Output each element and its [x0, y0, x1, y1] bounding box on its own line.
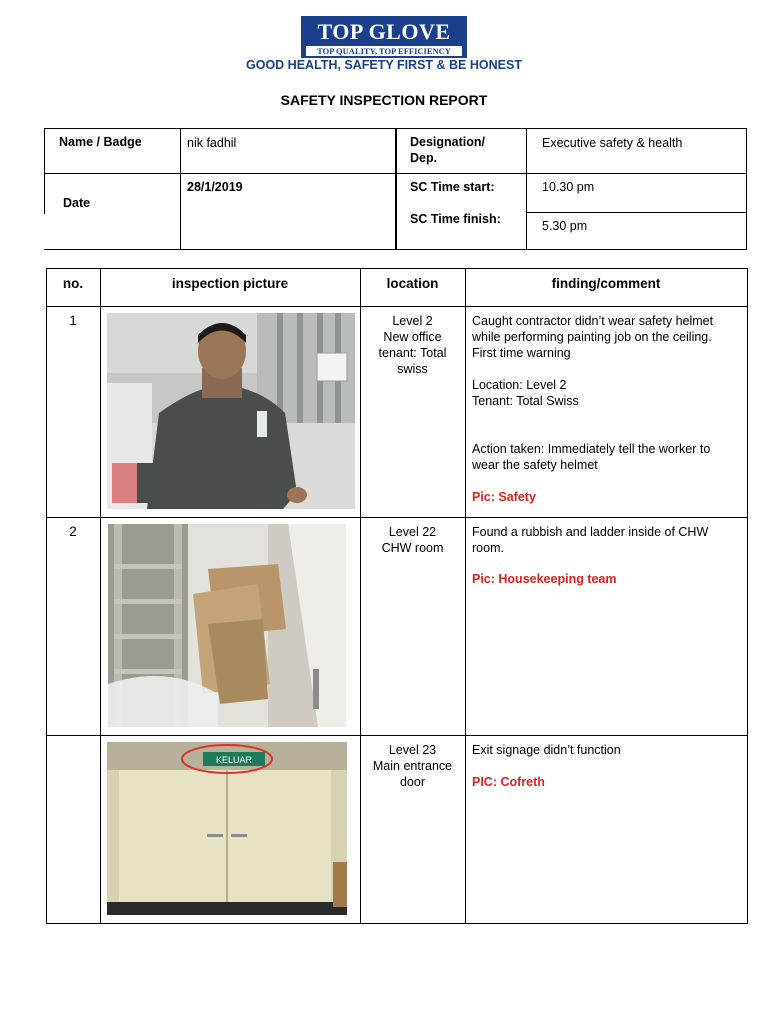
pic-label: Pic: Safety [472, 490, 536, 504]
sc-start-value: 10.30 pm [542, 180, 595, 194]
finding-line [472, 361, 744, 377]
designation-label: Designation/ [410, 135, 486, 149]
finding-line: Location: Level 2 [472, 378, 567, 392]
info-border [44, 128, 45, 214]
finding-cell [472, 742, 744, 790]
info-border [526, 128, 527, 250]
finding-line [472, 409, 744, 425]
location-line: CHW room [381, 541, 444, 555]
location-cell [360, 313, 465, 377]
sc-finish-value: 5.30 pm [542, 219, 588, 233]
pic-label: PIC: Cofreth [472, 775, 545, 789]
logo-text: TOP GLOVE [317, 18, 451, 44]
location-line: New office [383, 330, 442, 344]
finding-line: Exit signage didn’t function [472, 743, 621, 757]
finding-line: wear the safety helmet [472, 458, 598, 472]
location-cell [360, 742, 465, 790]
location-line: swiss [397, 362, 428, 376]
location-line: door [399, 775, 426, 789]
location-line: Level 22 [388, 525, 437, 539]
row-number: 2 [69, 524, 77, 539]
finding-line: room. [472, 541, 504, 555]
finding-cell [472, 524, 744, 587]
finding-line: Action taken: Immediately tell the worker to [472, 442, 711, 456]
location-cell [360, 524, 465, 556]
table-border [46, 735, 748, 736]
finding-line: First time warning [472, 346, 571, 360]
designation-label-line2: Dep. [410, 151, 438, 165]
table-border [46, 306, 748, 307]
location-line: tenant: Total [378, 346, 447, 360]
location-line: Main entrance [372, 759, 453, 773]
row-number: 1 [69, 313, 77, 328]
logo-tagline: TOP QUALITY, TOP EFFICIENCY [306, 46, 462, 56]
designation-value: Executive safety & health [542, 136, 683, 150]
name-label: Name / Badge [59, 135, 142, 149]
inspection-photo-exit-door [107, 742, 347, 915]
table-border [46, 268, 748, 269]
info-border [526, 212, 747, 213]
table-border [46, 923, 748, 924]
table-border [747, 268, 748, 924]
location-line: Level 23 [388, 743, 437, 757]
date-value: 28/1/2019 [187, 180, 243, 194]
company-motto: GOOD HEALTH, SAFETY FIRST & BE HONEST [246, 58, 522, 72]
inspection-photo-chw-room [108, 524, 346, 727]
finding-line [472, 425, 744, 441]
table-border [465, 268, 466, 924]
finding-line: Caught contractor didn’t wear safety helmet [472, 314, 714, 328]
finding-line: Found a rubbish and ladder inside of CHW [472, 525, 709, 539]
exit-sign-text: KELUAR [215, 755, 253, 765]
header-finding: finding/comment [551, 276, 661, 291]
inspection-photo-worker [107, 313, 355, 509]
date-label: Date [63, 196, 91, 210]
table-border [46, 517, 748, 518]
pic-label: Pic: Housekeeping team [472, 572, 617, 586]
info-border [180, 128, 181, 250]
header-picture: inspection picture [171, 276, 289, 291]
sc-start-label: SC Time start: [410, 180, 495, 194]
table-border [100, 268, 101, 924]
finding-line: Tenant: Total Swiss [472, 394, 579, 408]
header-location: location [386, 276, 439, 291]
info-border [395, 128, 397, 250]
finding-line: while performing painting job on the ceiling. [472, 330, 712, 344]
report-title: SAFETY INSPECTION REPORT [280, 92, 488, 108]
header-no: no. [62, 276, 84, 291]
name-value: nik fadhil [187, 136, 237, 150]
location-line: Level 2 [392, 314, 433, 328]
sc-finish-label: SC Time finish: [410, 212, 501, 226]
company-logo [301, 16, 467, 58]
info-border [746, 128, 747, 250]
table-border [46, 268, 47, 924]
finding-cell [472, 313, 744, 505]
